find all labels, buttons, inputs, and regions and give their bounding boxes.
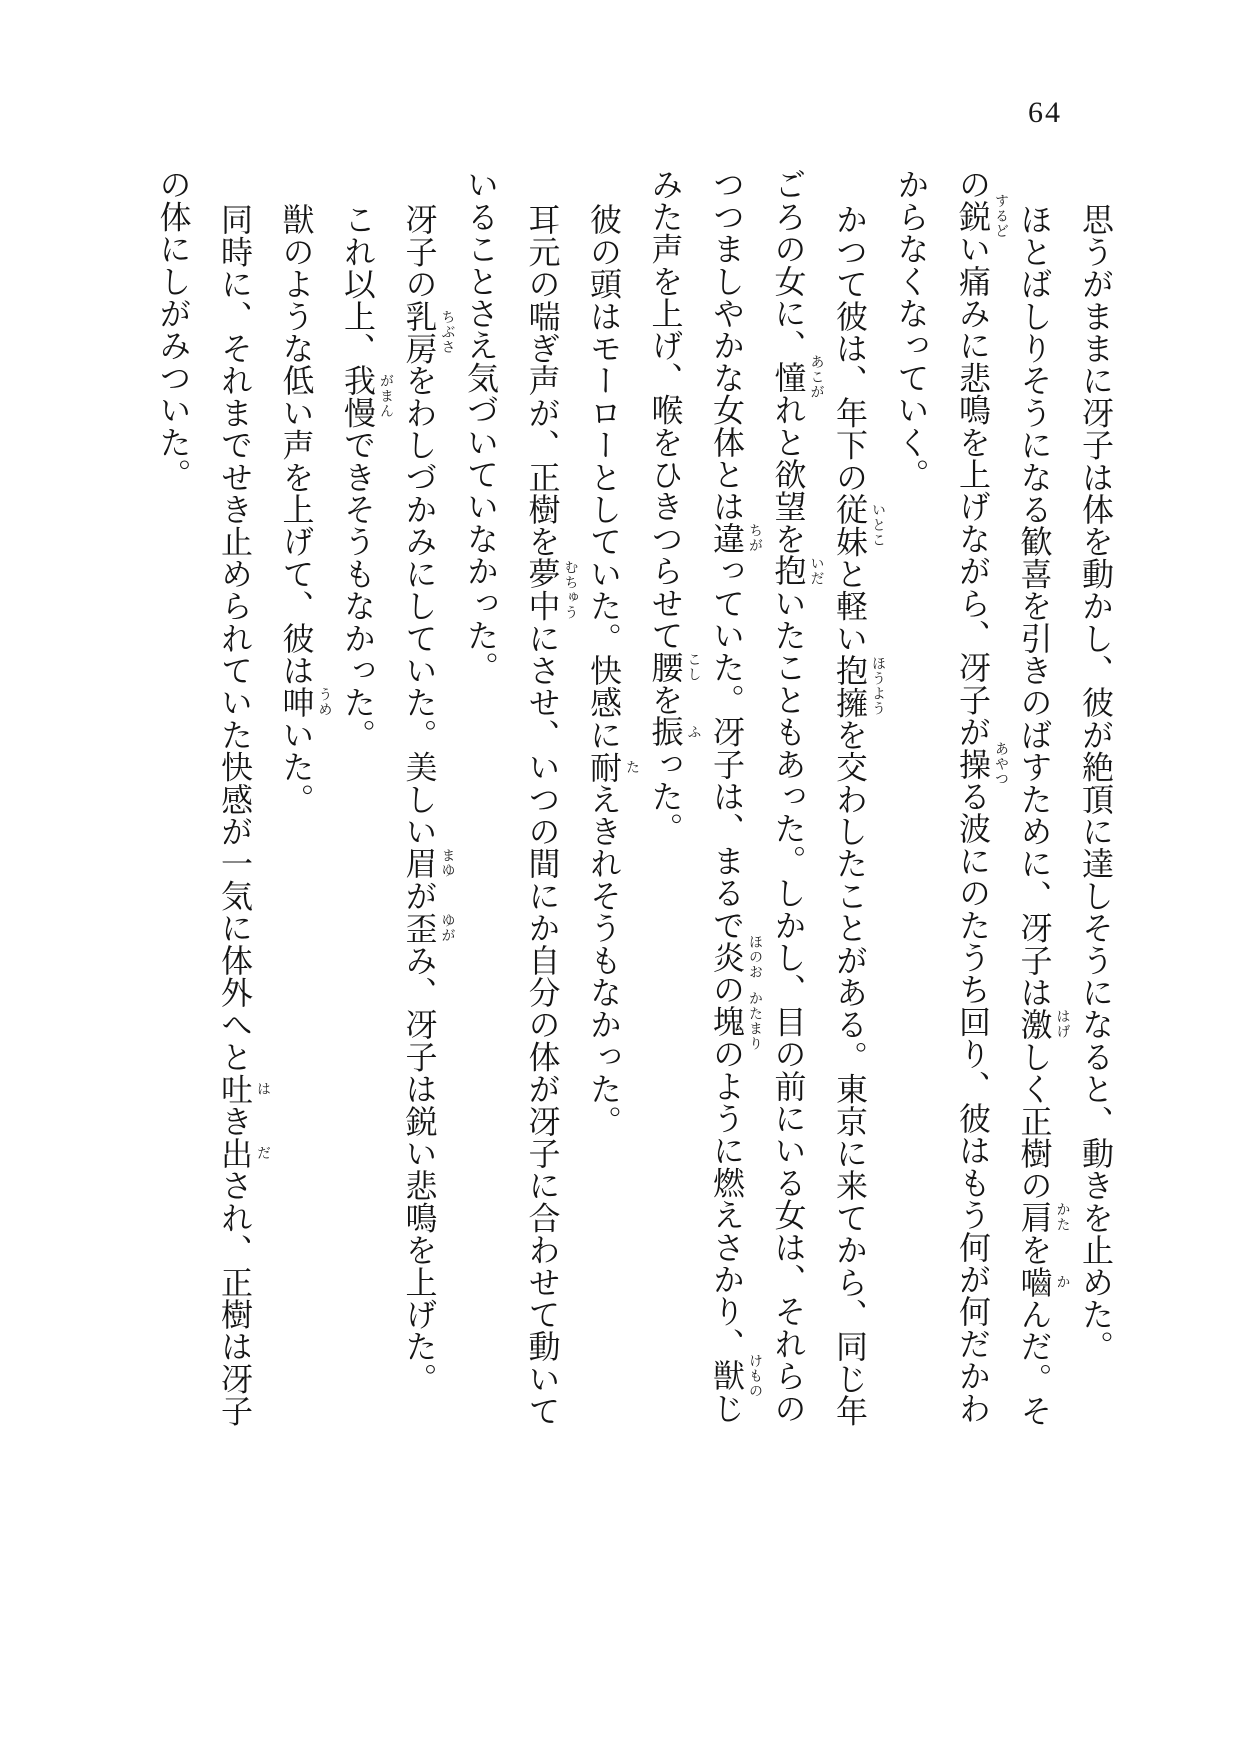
ruby-annotated-word: 吐 は	[217, 1072, 270, 1105]
furigana: あやつ	[993, 741, 1008, 787]
paragraph: 同時に、それまでせき止められていた快感が一気に体外へと吐 は き出 だ され、正樹は冴子の体にしがみついた。	[155, 168, 270, 1427]
ruby-annotated-word: 肩 かた	[1016, 1201, 1070, 1234]
ruby-annotated-word: 激 はげ	[1016, 1008, 1070, 1041]
ruby-annotated-word: 抱擁 ほうよう	[832, 654, 885, 719]
furigana: するど	[993, 193, 1008, 239]
furigana: は	[255, 1081, 270, 1097]
furigana: だ	[255, 1145, 270, 1161]
furigana: むちゅう	[562, 559, 578, 620]
ruby-annotated-word: 乳房 ちぶさ	[401, 299, 455, 365]
furigana: はげ	[1054, 1009, 1070, 1040]
paragraph: かつて彼は、年下の従妹 いとこ と軽い抱擁 ほうよう を交わしたことがある。東京に来てから、同じ年ごろの女に、憧 あこが れと欲望を抱 いだ いたこともあった。しかし、目の前にいる女は、それらのつつましやかな女体とは違 ちが っていた。冴子は、まるで炎 ほのお の塊 かたまり のように燃えさかり、獣 けもの じみた声を上げ、喉をひきつらせて腰 こし を振 ふ った。	[647, 168, 885, 1427]
furigana: ゆが	[439, 912, 455, 943]
paragraph: これ以上、我慢 がまん できそうもなかった。	[340, 203, 393, 751]
furigana: あこが	[808, 354, 824, 400]
paragraph: 獣のような低い声を上げて、彼は呻 うめ いた。	[278, 203, 332, 815]
furigana: がまん	[378, 373, 393, 419]
ruby-annotated-word: 操 あやつ	[955, 741, 1008, 787]
furigana: かたまり	[747, 991, 762, 1052]
paragraph: 耳元の喘ぎ声が、正樹を夢中 むちゅう にさせ、いつの間にか自分の体が冴子に合わせて動いていることさえ気づいていなかった。	[463, 168, 578, 1427]
furigana: ふ	[685, 724, 701, 739]
ruby-annotated-word: 眉 まゆ	[401, 847, 455, 880]
ruby-annotated-word: 歪 ゆが	[401, 911, 455, 944]
ruby-annotated-word: 呻 うめ	[278, 686, 332, 719]
furigana: いだ	[808, 555, 824, 586]
ruby-annotated-word: 獣 けもの	[709, 1353, 762, 1399]
furigana: いとこ	[870, 502, 885, 548]
furigana: た	[624, 759, 639, 775]
ruby-annotated-word: 腰 こし	[647, 651, 701, 684]
ruby-annotated-word: 抱 いだ	[770, 554, 824, 587]
ruby-annotated-word: 憧 あこが	[770, 354, 824, 400]
furigana: ほうよう	[870, 656, 885, 717]
furigana: ちが	[747, 523, 762, 554]
ruby-annotated-word: 鋭 するど	[955, 193, 1008, 239]
furigana: まゆ	[439, 848, 455, 879]
ruby-annotated-word: 従妹 いとこ	[832, 493, 885, 558]
paragraph: 冴子の乳房 ちぶさ をわしづかみにしていた。美しい眉 まゆ が歪 ゆが み、冴子は鋭い悲鳴を上げた。	[401, 203, 455, 1395]
ruby-annotated-word: 出 だ	[217, 1137, 270, 1170]
furigana: か	[1054, 1274, 1070, 1290]
furigana: ほのお	[747, 934, 762, 980]
furigana: こし	[685, 652, 701, 683]
ruby-annotated-word: 夢中 むちゅう	[524, 557, 578, 622]
ruby-annotated-word: 我慢 がまん	[340, 364, 393, 429]
furigana: かた	[1054, 1202, 1070, 1233]
paragraph: 彼の頭はモーローとしていた。快感に耐 た えきれそうもなかった。	[586, 203, 639, 1137]
furigana: けもの	[747, 1353, 762, 1399]
page-number: 64	[1028, 96, 1062, 129]
paragraph: ほとばしりそうになる歓喜を引きのばすために、冴子は激 はげ しく正樹の肩 かた を嚙 か んだ。その鋭 するど い痛みに悲鳴を上げながら、冴子が操 あやつ る波にのたうち回り、彼はもう何が何だかわからなくなっていく。	[893, 168, 1070, 1427]
ruby-annotated-word: 炎 ほのお	[709, 934, 762, 980]
novel-text	[118, 168, 1126, 1454]
furigana: うめ	[316, 687, 332, 718]
furigana: ちぶさ	[439, 309, 455, 355]
ruby-annotated-word: 耐 た	[586, 750, 639, 783]
ruby-annotated-word: 違 ちが	[709, 522, 762, 555]
ruby-annotated-word: 塊 かたまり	[709, 991, 762, 1052]
ruby-annotated-word: 嚙 か	[1016, 1265, 1070, 1298]
ruby-annotated-word: 振 ふ	[647, 715, 701, 748]
paragraph: 思うがままに冴子は体を動かし、彼が絶頂に達しそうになると、動きを止めた。	[1078, 203, 1114, 1363]
